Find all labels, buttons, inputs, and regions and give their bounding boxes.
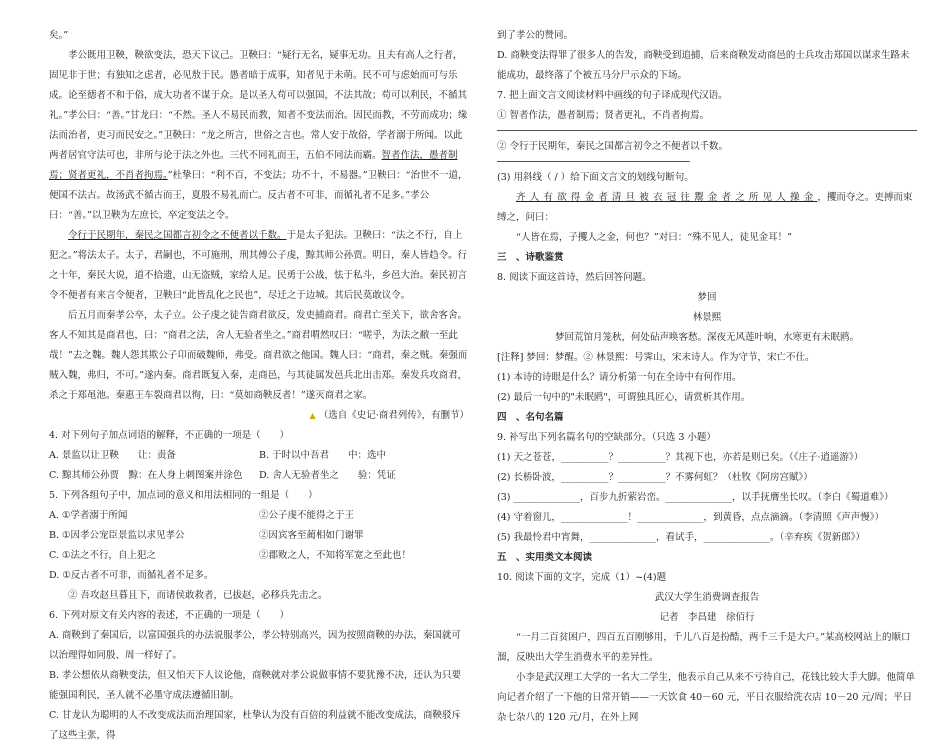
q9-item-5: (5) 我最怜君中宵舞，______________，看试手，______________。（辛弃疾《贺新郎》） [497,532,865,543]
article-title: 武汉大学生消费调查报告 [654,592,760,603]
passage-paragraph [49,226,469,306]
underlined-sentence-3: 齐人有欲得金者清旦被衣冠往鬻金者之所见人操金 [516,192,818,203]
question-4: 4. 对下列句子加点词语的解释，不正确的一项是（ ） [49,430,290,441]
q6-option-b: B. 孝公想依从商鞅变法，但又怕天下人议论他，商鞅就对孝公说做事情不要犹豫不决，还认为只要能强国利民，圣人就不必墨守成法遵循旧制。 [49,670,462,701]
q5-a-second: ②公子虔不能得之于王 [259,510,355,521]
section-heading-5: 五 、实用类文本阅读 [497,552,593,563]
q5-option-d-first: D. ①反古者不可非，而循礼者不足多。 [49,570,214,581]
underlined-sentence-1: 智者作法，愚者制焉；贤者更礼，不肖者拘焉。 [49,150,458,181]
passage-text: ”杜挚曰：“利不百，不变法；功不十，不易器。”卫鞅曰：“治世不一道，便国不法古。故汤武不循古而王，夏殷不易礼而亡。反古者不可非，而循礼者不足多。”孝公曰：“善。”以卫鞅为左庶长，卒定变法之令。 [49,170,468,221]
q7-passage-cont: “人皆在焉，子攫人之金，何也？”对曰：“殊不见人，徒见金耳！” [516,232,792,243]
q5-option-b [49,526,469,546]
q4-options-row [49,466,469,486]
underlined-sentence-2: 令行于民期年，秦民之国都言初令之不便者以千数。 [68,230,287,241]
answer-line [497,161,690,162]
left-column [49,26,469,746]
q9-item-1: (1) 天之苍苍，__________？__________？其视下也，亦若是则已矣。（《庄子·逍遥游》） [497,452,864,463]
q5-b-second: ②因宾客至蔺相如门谢罪 [259,530,364,541]
article-byline: 记者 李昌建 徐佰行 [659,612,755,623]
q5-option-c [49,546,469,566]
q5-c-second: ②郡败之人，不知将军宽之至此也！ [259,550,412,561]
text-line: 矣。” [49,30,69,41]
q6-option-a: A. 商鞅到了秦国后，以富国强兵的办法说服孝公，孝公特别高兴，因为按照商鞅的办法，秦国就可以治理得如同殷、周一样好了。 [49,630,461,661]
q4-option-c: C. 黥其师公孙贾 黥：在人身上刺图案并涂色 [49,470,243,481]
q6-option-c: C. 甘龙认为聪明的人不改变成法而治理国家，杜挚认为没有百倍的利益就不能改变成法，商鞅驳斥了这些主张，得 [49,710,461,741]
question-6: 6. 下列对原文有关内容的表述，不正确的一项是（ ） [49,610,290,621]
right-column [497,26,917,728]
passage-text: 孝公既用卫鞅，鞅欲变法，恐天下议己。卫鞅曰：“疑行无名，疑事无功。且夫有高人之行者，固见非于世；有独知之虑者，必见敖于民。愚者暗于成事，知者见于未萌。民不可与虑始而可与乐成。论至德者不和于俗，成大功者不谋于众。是以圣人苟可以强国，不法其故；苟可以利民，不循其礼。”孝公曰：“善。”甘龙曰：“不然。圣人不易民而教，知者不变法而治。因民而教，不劳而成功；缘法而治者，吏习而民安之。”卫鞅曰：“龙之所言，世俗之言也。常人安于故俗，学者溺于所闻。以此两者居官守法可也，非所与论于法之外也。三代不同礼而王，五伯不同法而霸。 [49,50,468,161]
passage-text: 于是太子犯法。卫鞅曰：“法之不行，自上犯之。”将法太子。太子，君嗣也，不可施刑，刑其傅公子虔，黥其师公孙贾。明日，秦人皆趋令。行之十年，秦民大说，道不拾遗，山无盗贼，家给人足。民勇于公战，怯于私斗，乡邑大治。秦民初言令不便者有来言令便者，卫鞅曰“此皆乱化之民也”，尽迁之于边城。其后民莫敢议令。 [49,230,468,301]
poem-note: [注释] 梦回：梦醒。② 林景熙：号霁山，宋末诗人。作为守节，宋亡不仕。 [497,352,815,363]
q4-option-d: D. 舍人无验者坐之 验：凭证 [259,470,396,481]
passage-paragraph: 后五月而秦孝公卒，太子立。公子虔之徒告商君欲反，发吏捕商君。商君亡至关下，欲舍客舍。客人不知其是商君也，曰：“商君之法，舍人无验者坐之。”商君喟然叹曰：“嗟乎，为法之敝一至此哉！”去之魏。魏人怨其欺公子卬而破魏师，弗受。商君欲之他国。魏人曰：“商君，秦之贼。秦强而贼入魏，弗归，不可。”遂内秦。商君既复入秦，走商邑，与其徒属发邑兵北出击郑。秦发兵攻商君，杀之于郑黾池。秦惠王车裂商君以徇，曰：“莫如商鞅反者！”遂灭商君之家。 [49,310,468,401]
question-7: 7. 把上面文言文阅读材料中画线的句子译成现代汉语。 [497,90,728,101]
q8-part-1: (1) 本诗的诗眼是什么？请分析第一句在全诗中有何作用。 [497,372,742,383]
source-citation: （选自《史记·商君列传》，有删节） [318,410,469,421]
q7-passage [497,188,917,228]
q4-options-row [49,446,469,466]
passage-paragraph [49,46,469,226]
poem-text: 梦回荒馆月笼秋，何处砧声唤客愁。深夜无风莲叶响，水寒更有未眠鸥。 [554,332,859,343]
section-heading-3: 三 、诗歌鉴赏 [497,252,564,263]
answer-line [497,130,917,131]
section-heading-4: 四 、名句名篇 [497,412,564,423]
source-line [49,406,469,426]
q5-a-first: A. ①学者溺于所闻 [49,510,128,521]
poem-title: 梦回 [697,292,717,303]
q9-item-4: (4) 守着窗儿，______________！______________，到黄昏，点点滴滴。（李清照《声声慢》） [497,512,884,523]
q5-option-d-second: ② 吾攻赵旦暮且下，而诸侯敢救者，已拔赵，必移兵先击之。 [68,590,328,601]
q9-item-3: (3) ______________，百步九折萦岩峦。______________，以手抚膺坐长叹。（李白《蜀道难》） [497,492,894,503]
q5-c-first: C. ①法之不行，自上犯之 [49,550,156,561]
question-10: 10. 阅读下面的文字，完成（1）~(4)题 [497,572,667,583]
q7-sentence-2: ② 令行于民期年，秦民之国都言初令之不便者以千数。 [497,141,729,152]
question-9: 9. 补写出下列名篇名句的空缺部分。（只选 3 小题） [497,432,716,443]
q5-b-first: B. ①因孝公宠臣景监以求见孝公 [49,530,185,541]
article-paragraph: 小李是武汉理工大学的一名大二学生，他表示自己从来不亏待自己，花钱比较大手大脚。他简单向记者介绍了一下他的日常开销——一天饮食 40－60 元，平日衣服给洗衣店 10－20 元/周；平日杂七杂八的 120 元/月，在外上网 [497,672,916,723]
text-line: 到了孝公的赞同。 [497,30,574,41]
q5-option-a [49,506,469,526]
poem-author: 林景熙 [692,312,722,323]
article-paragraph: “一月二百贫困户，四百五百刚够用，千儿八百是扮酷，两千三千是大户。”某高校网站上的顺口溜，反映出大学生消费水平的差异性。 [497,632,911,663]
q7-passage-text: ，攫而夺之。吏搏而束缚之，问曰： [497,192,913,223]
question-5: 5. 下列各组句子中，加点词的意义和用法相同的一组是（ ） [49,490,318,501]
q4-option-a: A. 景监以让卫鞅 让：责备 [49,450,176,461]
q9-item-2: (2) 长桥卧波，__________？__________？不雾何虹？（杜牧《阿房宫赋》） [497,472,813,483]
q7-part-3: (3) 用斜线（ / ）给下面文言文的划线句断句。 [497,172,694,183]
q6-option-d: D. 商鞅变法得罪了很多人的告发，商鞅受到追捕，后来商鞅发动商邑的士兵攻击郑国以谋求生路未能成功，最终落了个被五马分尸示众的下场。 [497,50,910,81]
q4-option-b: B. 于时以中吾君 中：选中 [259,450,387,461]
marker-icon: ▲ [309,411,316,420]
question-8: 8. 阅读下面这首诗，然后回答问题。 [497,272,652,283]
q8-part-2: (2) 最后一句中的"未眠鸥"，可谓独具匠心，请赏析其作用。 [497,392,751,403]
q7-sentence-1: ① 智者作法，愚者制焉；贤者更礼，不肖者拘焉。 [497,110,710,121]
